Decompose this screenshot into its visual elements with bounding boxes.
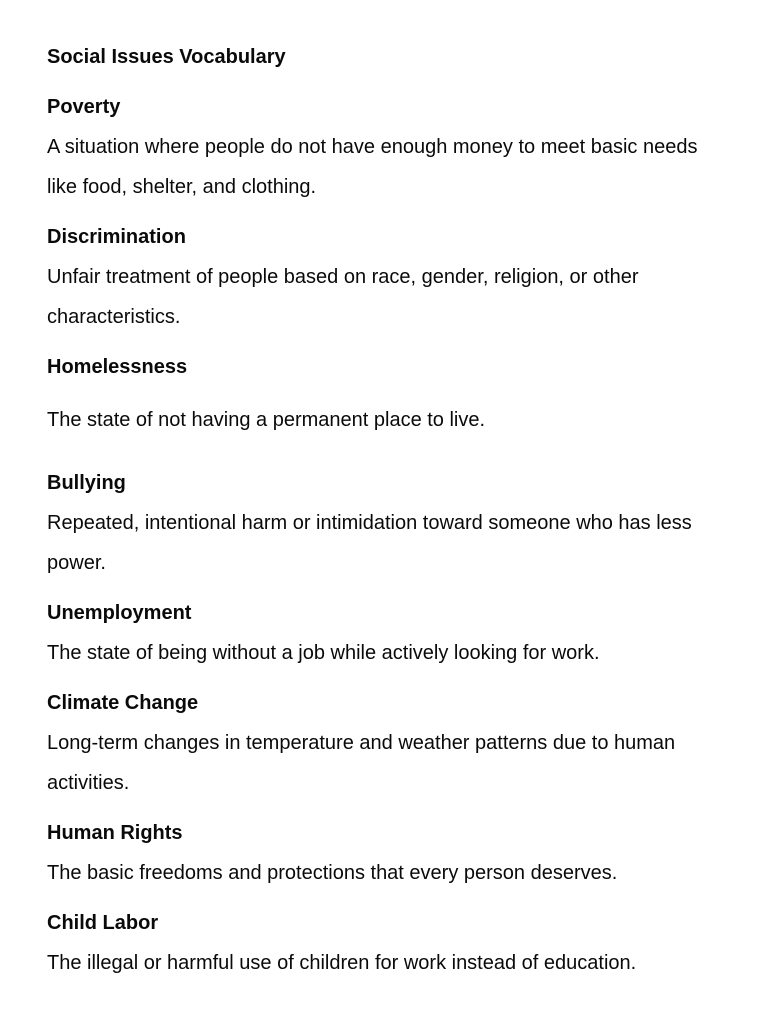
- document-title: Social Issues Vocabulary: [47, 46, 286, 68]
- term-human-rights: Human Rights: [47, 822, 183, 844]
- term-bullying: Bullying: [47, 472, 126, 494]
- term-homelessness: Homelessness: [47, 356, 188, 378]
- term-discrimination: Discrimination: [47, 226, 186, 248]
- term-unemployment: Unemployment: [47, 602, 192, 624]
- definition-human-rights: The basic freedoms and protections that every person deserves.: [47, 862, 618, 884]
- term-child-labor: Child Labor: [47, 912, 159, 934]
- definition-unemployment: The state of being without a job while actively looking for work.: [47, 642, 600, 664]
- definition-bullying: Repeated, intentional harm or intimidation toward someone who has less power.: [47, 512, 692, 574]
- definition-poverty: A situation where people do not have enough money to meet basic needs like food, shelter, and clothing.: [47, 136, 698, 198]
- term-poverty: Poverty: [47, 96, 121, 118]
- definition-homelessness: The state of not having a permanent place to live.: [47, 409, 486, 431]
- term-climate-change: Climate Change: [47, 692, 199, 714]
- definition-climate-change: Long-term changes in temperature and weather patterns due to human activities.: [47, 732, 676, 794]
- definition-child-labor: The illegal or harmful use of children for work instead of education.: [47, 952, 637, 974]
- definition-discrimination: Unfair treatment of people based on race, gender, religion, or other characteristics.: [47, 266, 639, 328]
